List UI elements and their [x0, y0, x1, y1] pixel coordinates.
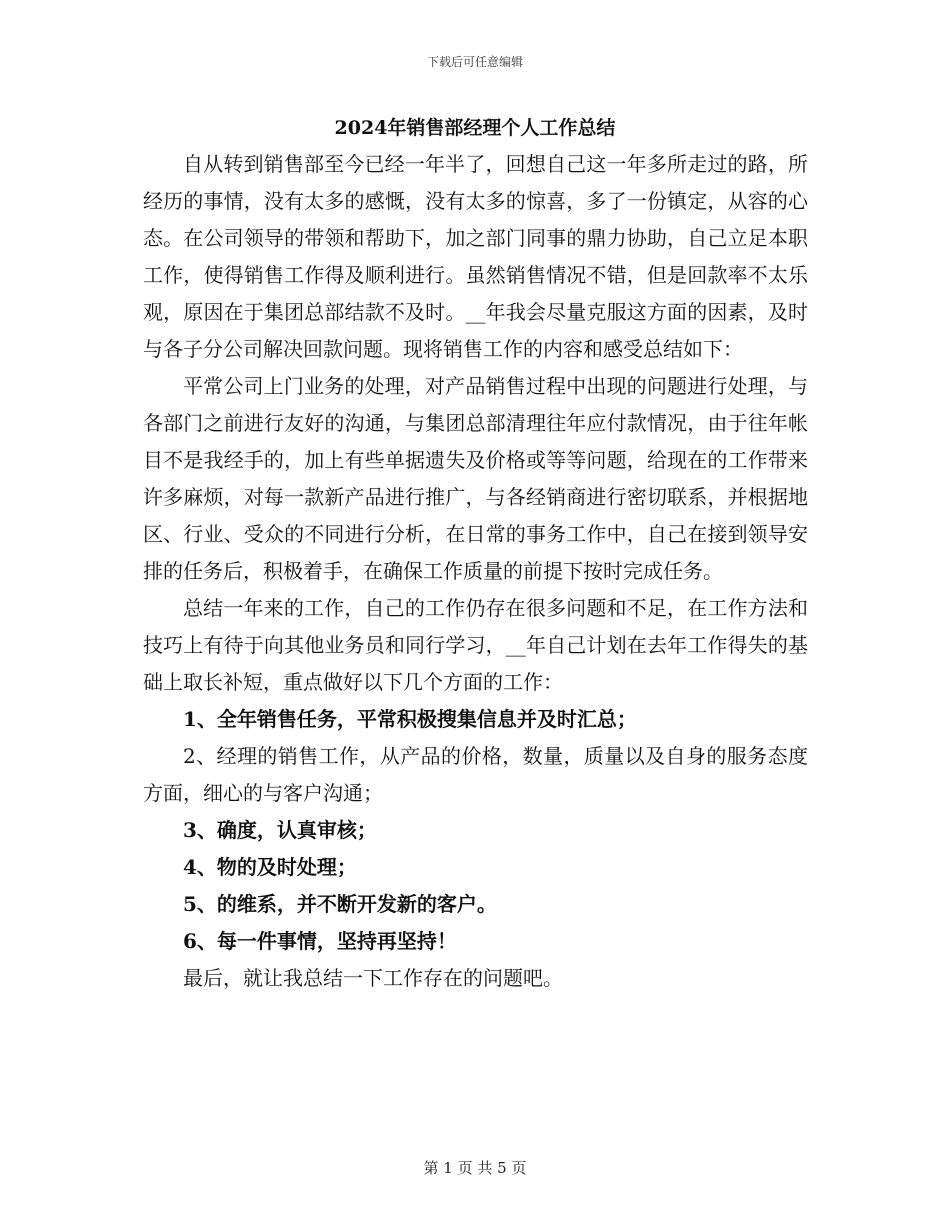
page-number: 第 1 页 共 5 页 — [423, 1159, 527, 1177]
document-title: 2024年销售部经理个人工作总结 — [334, 117, 616, 139]
list-item-6: 6、每一件事情，坚持再坚持！ — [183, 929, 457, 953]
paragraph-summary: 总结一年来的工作，自己的工作仍存在很多问题和不足，在工作方法和技巧上有待于向其他业务员和同行学习，__年自己计划在去年工作得失的基础上取长补短，重点做好以下几个方面的工作： — [143, 596, 808, 694]
paragraph-closing: 最后，就让我总结一下工作存在的问题吧。 — [183, 966, 563, 990]
list-item-3: 3、确度，认真审核； — [183, 818, 377, 842]
list-item-4: 4、物的及时处理； — [183, 855, 357, 879]
header-note: 下载后可任意编辑 — [426, 55, 523, 69]
document-body — [143, 146, 808, 997]
list-item-5: 5、的维系，并不断开发新的客户。 — [183, 892, 497, 916]
list-item-2: 2、经理的销售工作，从产品的价格，数量，质量以及自身的服务态度方面，细心的与客户沟通； — [143, 744, 808, 805]
paragraph-intro: 自从转到销售部至今已经一年半了，回想自己这一年多所走过的路，所经历的事情，没有太多的感慨，没有太多的惊喜，多了一份镇定，从容的心态。在公司领导的带领和帮助下，加之部门同事的鼎力协助，自己立足本职工作，使得销售工作得及顺利进行。虽然销售情况不错，但是回款率不太乐观，原因在于集团总部结款不及时。__年我会尽量克服这方面的因素，及时与各子分公司解决回款问题。现将销售工作的内容和感受总结如下： — [143, 152, 808, 361]
paragraph-daily-work: 平常公司上门业务的处理，对产品销售过程中出现的问题进行处理，与各部门之前进行友好的沟通，与集团总部清理往年应付款情况，由于往年帐目不是我经手的，加上有些单据遗失及价格或等等问题，给现在的工作带来许多麻烦，对每一款新产品进行推广，与各经销商进行密切联系，并根据地区、行业、受众的不同进行分析，在日常的事务工作中，自己在接到领导安排的任务后，积极着手，在确保工作质量的前提下按时完成任务。 — [143, 374, 808, 583]
list-item-1: 1、全年销售任务，平常积极搜集信息并及时汇总； — [183, 707, 637, 731]
